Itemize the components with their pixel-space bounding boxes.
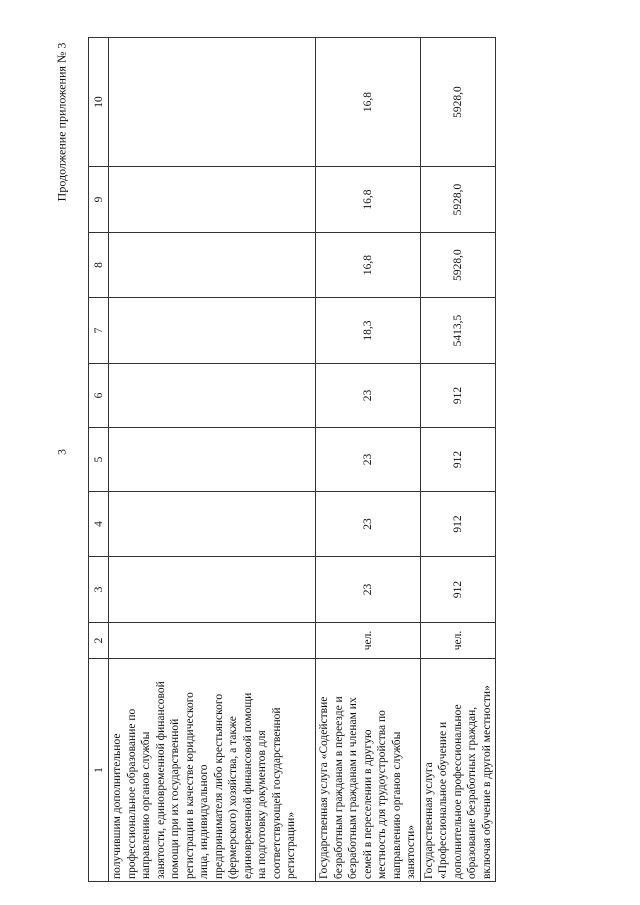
header-cell: 6: [89, 364, 109, 428]
description-line: предпринимателя либо крестьянского: [212, 693, 225, 879]
value-cell: 16,8: [316, 38, 421, 167]
table-header-row: [89, 38, 109, 882]
description-line: занятости, единовременной финансовой: [154, 681, 167, 879]
description-line: направлению органов службы: [140, 731, 152, 879]
value-cell: 23: [316, 492, 421, 557]
row-description: [420, 659, 496, 882]
description-line: «Профессиональное обучение и: [437, 721, 449, 879]
header-cell: 8: [89, 233, 109, 298]
value-cell: [109, 167, 316, 233]
value-cell: 912: [420, 557, 496, 623]
header-cell: 9: [89, 167, 109, 233]
description-line: безработным гражданам и членам их: [347, 697, 359, 879]
header-cell: 2: [89, 623, 109, 659]
description-line: направлению органов службы: [390, 731, 403, 879]
table-row: [420, 38, 496, 882]
description-line: включая обучение в другой местности»: [480, 685, 493, 879]
unit-cell: [109, 623, 316, 659]
description-line: безработным гражданам в переезде и: [332, 696, 345, 879]
description-line: занятости»: [405, 824, 417, 879]
value-cell: [109, 492, 316, 557]
value-cell: [109, 233, 316, 298]
page-number: 3: [54, 449, 69, 455]
description-line: соответствующей государственной: [270, 707, 283, 879]
description-line: на подготовку документов для: [256, 730, 268, 879]
value-cell: [109, 428, 316, 492]
unit-cell: чел.: [316, 623, 421, 659]
table-frame: [88, 38, 493, 882]
description-line: лица, индивидуального: [198, 764, 210, 879]
value-cell: [109, 298, 316, 364]
description-line: дополнительное профессиональное: [451, 704, 464, 879]
description-line: помощи при их государственной: [169, 718, 181, 879]
description-line: семей в переселении в другую: [361, 729, 374, 879]
table-row: [316, 38, 421, 882]
value-cell: 5928,0: [420, 167, 496, 233]
value-cell: 23: [316, 557, 421, 623]
rotated-table-holder: [88, 38, 493, 882]
header-cell: 1: [89, 659, 109, 882]
continuation-label: Продолжение приложения № 3: [54, 42, 69, 202]
value-cell: 16,8: [316, 233, 421, 298]
value-cell: 23: [316, 428, 421, 492]
value-cell: 18,3: [316, 298, 421, 364]
value-cell: 5413,5: [420, 298, 496, 364]
description-line: образование безработных граждан,: [466, 706, 478, 879]
value-cell: 912: [420, 364, 496, 428]
value-cell: 23: [316, 364, 421, 428]
header-cell: 3: [89, 557, 109, 623]
description-line: местность для трудоустройства по: [376, 710, 388, 879]
header-cell: 7: [89, 298, 109, 364]
description-line: профессиональное образование по: [125, 708, 138, 879]
header-cell: 10: [89, 38, 109, 167]
row-description: [109, 659, 316, 882]
value-cell: [109, 364, 316, 428]
description-line: регистрации»: [285, 811, 297, 879]
description-line: единовременной финансовой помощи: [241, 692, 254, 879]
row-description: [316, 659, 421, 882]
table-row: [109, 38, 316, 882]
description-line: (фермерского) хозяйства, а также: [227, 716, 239, 879]
data-table: [88, 37, 496, 882]
description-line: Государственная услуга: [422, 762, 435, 879]
value-cell: 912: [420, 492, 496, 557]
unit-cell: чел.: [420, 623, 496, 659]
value-cell: [109, 38, 316, 167]
value-cell: 5928,0: [420, 38, 496, 167]
value-cell: 912: [420, 428, 496, 492]
description-line: Государственная услуга «Содействие: [318, 696, 330, 879]
description-line: регистрации в качестве юридического: [183, 692, 196, 879]
value-cell: 5928,0: [420, 233, 496, 298]
description-line: получившим дополнительное: [111, 733, 123, 879]
value-cell: 16,8: [316, 167, 421, 233]
header-cell: 4: [89, 492, 109, 557]
header-cell: 5: [89, 428, 109, 492]
value-cell: [109, 557, 316, 623]
